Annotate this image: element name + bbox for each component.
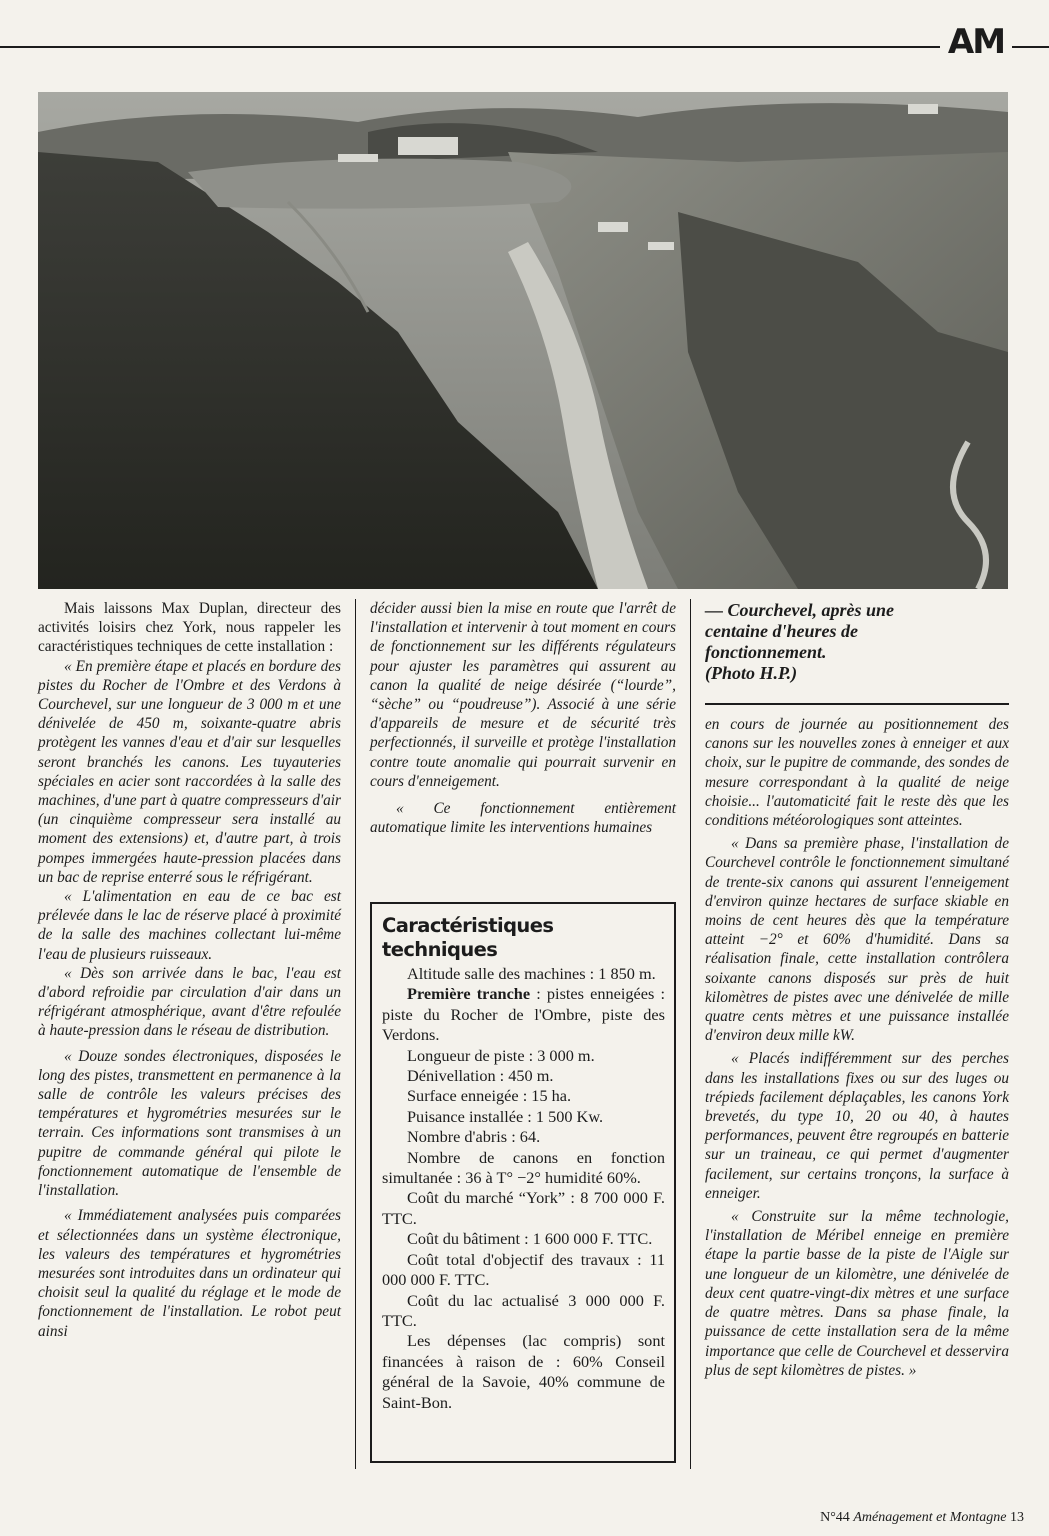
col1-paragraph: « Dès son arrivée dans le bac, l'eau est d'abord refroidie par circulation d'air dans un réfrigérant atmosphérique, avant d'être refoulée à haute-pression dans le réseau de distribution. bbox=[38, 964, 341, 1040]
col2-paragraph: « Ce fonctionnement entièrement automatique limite les interventions humaines bbox=[370, 800, 676, 837]
magazine-name: Aménagement et Montagne bbox=[853, 1510, 1007, 1525]
spec-surface: Surface enneigée : 15 ha. bbox=[407, 1086, 572, 1106]
col1-paragraph: « L'alimentation en eau de ce bac est prélevée dans le lac de réserve placé à proximité de la salle des machines collectant lui-même l'eau de plusieurs ruisseaux. bbox=[38, 888, 341, 963]
col3-paragraph: « Dans sa première phase, l'installation de Courchevel contrôle le fonctionnement simultané de trente-six canons qui assurent l'enneigement d'environ quinze hectares de surface skiable en moins de cent heures dès que la température atteint −2° et 60% d'humidité. Dans sa réalisation finale, cette installation contrôlera soixante canons disposés sur près de huit kilomètres de pistes avec une dénivelée de mille quatre cents mètres et une puissance installée d'environ deux mille kW. bbox=[705, 835, 1009, 1045]
header-rule-right bbox=[1012, 46, 1049, 48]
caption-line: fonctionnement. bbox=[705, 642, 827, 662]
spec-longueur: Longueur de piste : 3 000 m. bbox=[407, 1045, 595, 1065]
caption-line: — Courchevel, après une bbox=[705, 600, 894, 620]
technical-specs-box bbox=[370, 902, 676, 1463]
col3-paragraph: « Placés indifféremment sur des perches dans les installations fixes ou sur des luges ou trépieds facilement déplaçables, les canons York brevetés, du type 10, 20 ou 40, à hautes performances, peuvent être regroupés en batterie sur un traineau, ce qui permet d'augmenter facilement, sur certains tronçons, la surface à enneiger. bbox=[705, 1050, 1009, 1202]
header-rule bbox=[0, 46, 940, 48]
page-footer bbox=[760, 1510, 1024, 1526]
magazine-logo: AM bbox=[947, 22, 1005, 62]
spec-cout-total: Coût total d'objectif des travaux : 11 000 000 F. TTC. bbox=[382, 1249, 665, 1290]
spec-tranche-text: : pistes enneigées : piste du Rocher de l'Ombre, piste des Verdons. bbox=[382, 984, 665, 1045]
article-column-3 bbox=[705, 715, 1009, 1380]
article-column-1 bbox=[38, 599, 341, 1341]
photo-caption bbox=[705, 600, 1009, 684]
col1-paragraph-intro: Mais laissons Max Duplan, directeur des activités loisirs chez York, nous rappeler les caractéristiques techniques de cette installation : bbox=[38, 600, 341, 656]
col3-paragraph: en cours de journée au positionnement des canons sur les nouvelles zones à enneiger et aux choix, sur le pupitre de commande, des sondes de mesure correspondant à la qualité de neige choisie... l'automaticité fait le reste dès que les conditions météorologiques sont atteintes. bbox=[705, 716, 1009, 830]
spec-cout-batiment: Coût du bâtiment : 1 600 000 F. TTC. bbox=[407, 1229, 653, 1249]
caption-line: centaine d'heures de bbox=[705, 621, 858, 641]
col1-paragraph: « En première étape et placés en bordure des pistes du Rocher de l'Ombre et des Verdons à Courchevel, sur une longueur de 3 000 m et une dénivelée de 450 m, soixante-quatre abris protègent les vannes d'eau et d'air sur lesquelles seront branchés les canons. Les tuyauteries spéciales en acier sont raccordées à la salle des machines, d'une part à quatre compresseurs d'air (un cinquième compresseur sera installé au moment des extensions) et, d'autre part, à trois pompes immergées haute-pression placées dans un bac de reprise enterré sous le réfrigérant. bbox=[38, 657, 341, 886]
spec-canons: Nombre de canons en fonction simultanée : 36 à T° −2° humidité 60%. bbox=[382, 1147, 665, 1188]
spec-tranche-label: Première tranche bbox=[407, 984, 531, 1004]
col2-paragraph: décider aussi bien la mise en route que l'arrêt de l'installation et intervenir à tout moment en cours de fonctionnement sur les différents régulateurs pour ajuster les paramètres qui assurent au canon la qualité de neige désirée (“lourde”, “sèche” ou “poudreuse”). Associé à une série d'appareils de mesure et de sécurité très perfectionnés, il surveille et protège l'installation contre toute anomalie qui pourrait survenir en cours d'enneigement. bbox=[370, 600, 676, 790]
spec-cout-marche: Coût du marché “York” : 8 700 000 F. TTC. bbox=[382, 1188, 665, 1228]
spec-denivellation: Dénivellation : 450 m. bbox=[407, 1066, 554, 1086]
caption-credit: (Photo H.P.) bbox=[705, 663, 798, 683]
spec-abris: Nombre d'abris : 64. bbox=[407, 1127, 541, 1147]
col3-paragraph: « Construite sur la même technologie, l'installation de Méribel enneige en première étape la partie basse de la piste de l'Aigle sur une longueur de un kilomètre, une dénivelée de deux cent quatre-vingt-dix mètres et une surface de quatre mètres. Dans sa phase finale, la puissance de cette installation sera de la même importance que celle de Courchevel et desservira plus de sept kilomètres de pistes. » bbox=[705, 1208, 1009, 1379]
spec-tranche bbox=[382, 984, 665, 1045]
col1-paragraph: « Douze sondes électroniques, disposées le long des pistes, transmettent en permanence à la salle de contrôle les valeurs précises des températures et hygrométries mesurées sur le terrain. Ces informations sont transmises à un pupitre de commande général qui pilote le fonctionnement automatique de l'ensemble de l'installation. bbox=[38, 1047, 341, 1200]
issue-number: N°44 bbox=[820, 1510, 850, 1525]
specs-title: Caractéristiques techniques bbox=[382, 914, 554, 961]
article-column-2 bbox=[370, 599, 676, 837]
spec-cout-lac: Coût du lac actualisé 3 000 000 F. TTC. bbox=[382, 1290, 665, 1330]
column-divider bbox=[690, 599, 691, 1469]
column-divider bbox=[355, 599, 356, 1469]
spec-depenses: Les dépenses (lac compris) sont financées à raison de : 60% Conseil général de la Savoie, 40% commune de Saint-Bon. bbox=[382, 1331, 665, 1412]
spec-altitude: Altitude salle des machines : 1 850 m. bbox=[407, 964, 656, 983]
spec-puissance: Puisance installée : 1 500 Kw. bbox=[407, 1106, 604, 1126]
col1-paragraph: « Immédiatement analysées puis comparées et sélectionnées dans un système électronique, les valeurs des températures et hygrométries mesurées sont introduites dans un ordinateur qui choisit seul la qualité du réglage et le mode de fonctionnement de l'installation. Le robot peut ainsi bbox=[38, 1207, 341, 1340]
page-number: 13 bbox=[1010, 1510, 1024, 1525]
aerial-mountain-photo-icon bbox=[38, 92, 1008, 589]
caption-rule bbox=[705, 703, 1009, 705]
